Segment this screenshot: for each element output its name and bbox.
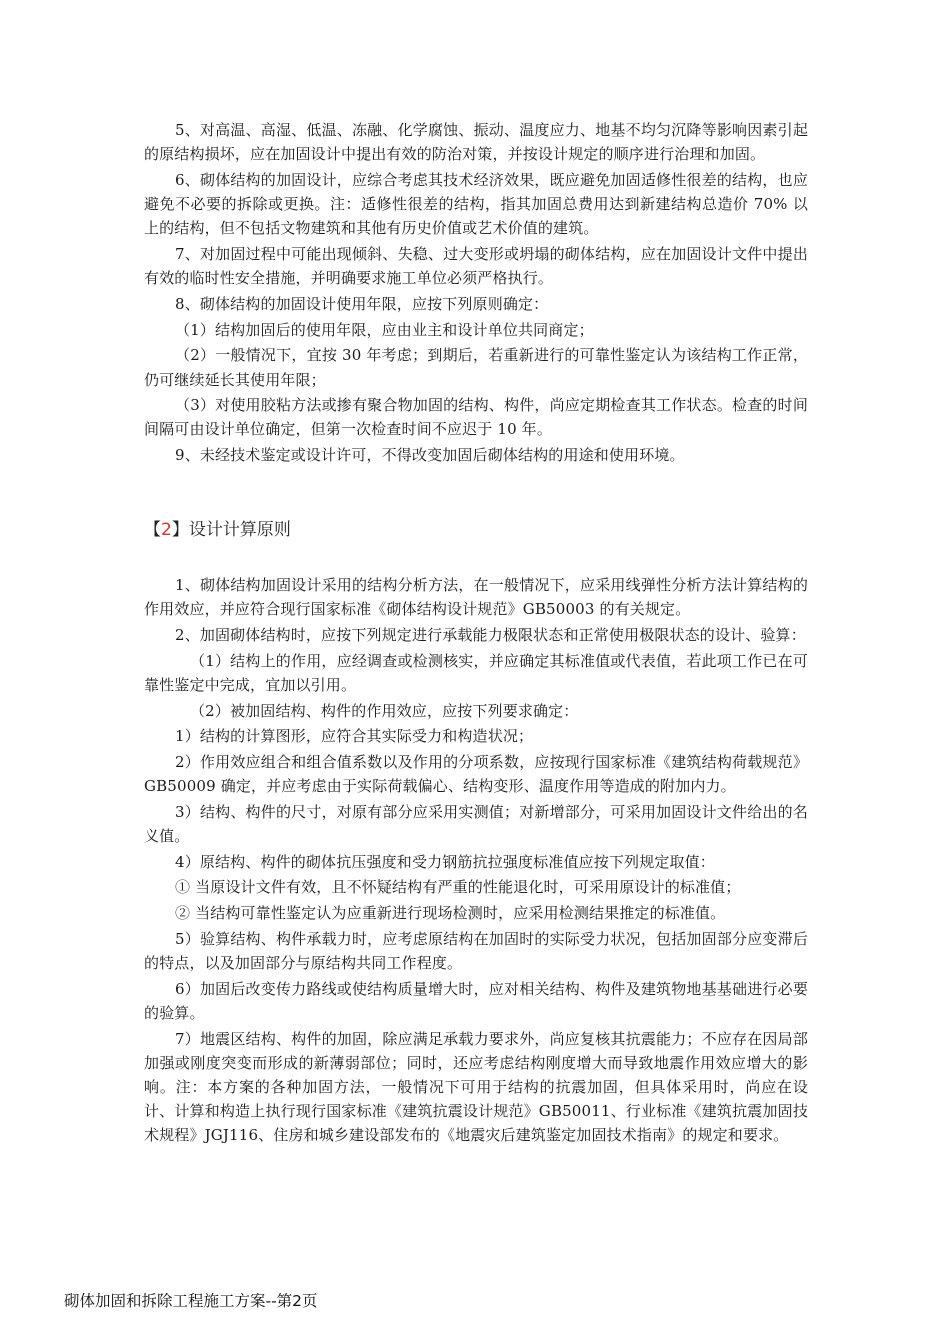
section-1-body: [144, 118, 808, 469]
paragraph-subitem-1: （1）结构加固后的使用年限，应由业主和设计单位共同商定；: [175, 320, 594, 339]
paragraph-subitem-3: （3）对使用胶粘方法或掺有聚合物加固的结构、构件，尚应定期检查其工作状态。检查的时间间隔可由设计单位确定，但第一次检查时间不应迟于 10 年。: [144, 396, 808, 439]
paragraph-item-2: 2、加固砌体结构时，应按下列规定进行承载能力极限状态和正常使用极限状态的设计、验算：: [175, 625, 806, 644]
heading-number: 2: [161, 520, 172, 540]
paragraph-point-2: 2）作用效应组合和组合值系数以及作用的分项系数，应按现行国家标准《建筑结构荷载规范》GB50009 确定，并应考虑由于实际荷载偏心、结构变形、温度作用等造成的附加内力。: [144, 752, 808, 796]
section-2-body: [144, 573, 808, 1149]
paragraph-point-5: 5）验算结构、构件承载力时，应考虑原结构在加固时的实际受力状况，包括加固部分应变滞后的特点，以及加固部分与原结构共同工作程度。: [144, 929, 808, 973]
paragraph-item-1: 1、砌体结构加固设计采用的结构分析方法，在一般情况下，应采用线弹性分析方法计算结构的作用效应，并应符合现行国家标准《砌体结构设计规范》GB50003 的有关规定。: [144, 576, 808, 619]
paragraph-item-5: 5、对高温、高湿、低温、冻融、化学腐蚀、振动、温度应力、地基不均匀沉降等影响因素引起的原结构损坏，应在加固设计中提出有效的防治对策，并按设计规定的顺序进行治理和加固。: [144, 121, 808, 164]
heading-bracket-open: 【: [144, 520, 161, 540]
paragraph-item-7: 7、对加固过程中可能出现倾斜、失稳、过大变形或坍塌的砌体结构，应在加固设计文件中提出有效的临时性安全措施，并明确要求施工单位必须严格执行。: [144, 245, 808, 288]
paragraph-point-7: 7）地震区结构、构件的加固，除应满足承载力要求外，尚应复核其抗震能力；不应存在因局部加强或刚度突变而形成的新薄弱部位；同时，还应考虑结构刚度增大而导致地震作用效应增大的影响。注：本方案的各种加固方法，一般情况下可用于结构的抗震加固，但具体采用时，尚应在设计、计算和构造上执行现行国家标准《建筑抗震设计规范》GB50011、行业标准《建筑抗震加固技术规程》JGJ116、住房和城乡建设部发布的《地震灾后建筑鉴定加固技术指南》的规定和要求。: [144, 1029, 808, 1145]
paragraph-item-9: 9、未经技术鉴定或设计许可，不得改变加固后砌体结构的用途和使用环境。: [175, 446, 685, 465]
paragraph-item-6: 6、砌体结构的加固设计，应综合考虑其技术经济效果，既应避免加固适修性很差的结构，也应避免不必要的拆除或更换。注：适修性很差的结构，指其加固总费用达到新建结构总造价 70% 以上的结构，但不包括文物建筑和其他有历史价值或艺术价值的建筑。: [144, 170, 808, 238]
heading-title: 设计计算原则: [188, 520, 291, 540]
paragraph-point-6: 6）加固后改变传力路线或使结构质量增大时，应对相关结构、构件及建筑物地基基础进行必要的验算。: [144, 979, 808, 1022]
paragraph-subitem-2: （2）被加固结构、构件的作用效应，应按下列要求确定：: [190, 701, 579, 720]
paragraph-subitem-2: （2）一般情况下，宜按 30 年考虑；到期后，若重新进行的可靠性鉴定认为该结构工作正常，仍可继续延长其使用年限；: [144, 346, 808, 389]
page-footer: 砌体加固和拆除工程施工方案--第2页: [64, 1292, 318, 1310]
paragraph-point-3: 3）结构、构件的尺寸，对原有部分应采用实测值；对新增部分，可采用加固设计文件给出的名义值。: [144, 802, 808, 846]
paragraph-point-1: 1）结构的计算图形，应符合其实际受力和构造状况；: [175, 727, 534, 746]
section-2-heading: [144, 517, 291, 543]
paragraph-point-4: 4）原结构、构件的砌体抗压强度和受力钢筋抗拉强度标准值应按下列规定取值：: [175, 852, 715, 871]
paragraph-subitem-1: （1）结构上的作用，应经调查或检测核实，并应确定其标准值或代表值，若此项工作已在可靠性鉴定中完成，宜加以引用。: [144, 651, 808, 694]
paragraph-circled-2: ② 当结构可靠性鉴定认为应重新进行现场检测时，应采用检测结果推定的标准值。: [175, 904, 726, 923]
paragraph-circled-1: ① 当原设计文件有效，且不怀疑结构有严重的性能退化时，可采用原设计的标准值；: [175, 878, 741, 897]
paragraph-item-8: 8、砌体结构的加固设计使用年限，应按下列原则确定：: [175, 294, 549, 313]
heading-bracket-close: 】: [171, 520, 189, 540]
